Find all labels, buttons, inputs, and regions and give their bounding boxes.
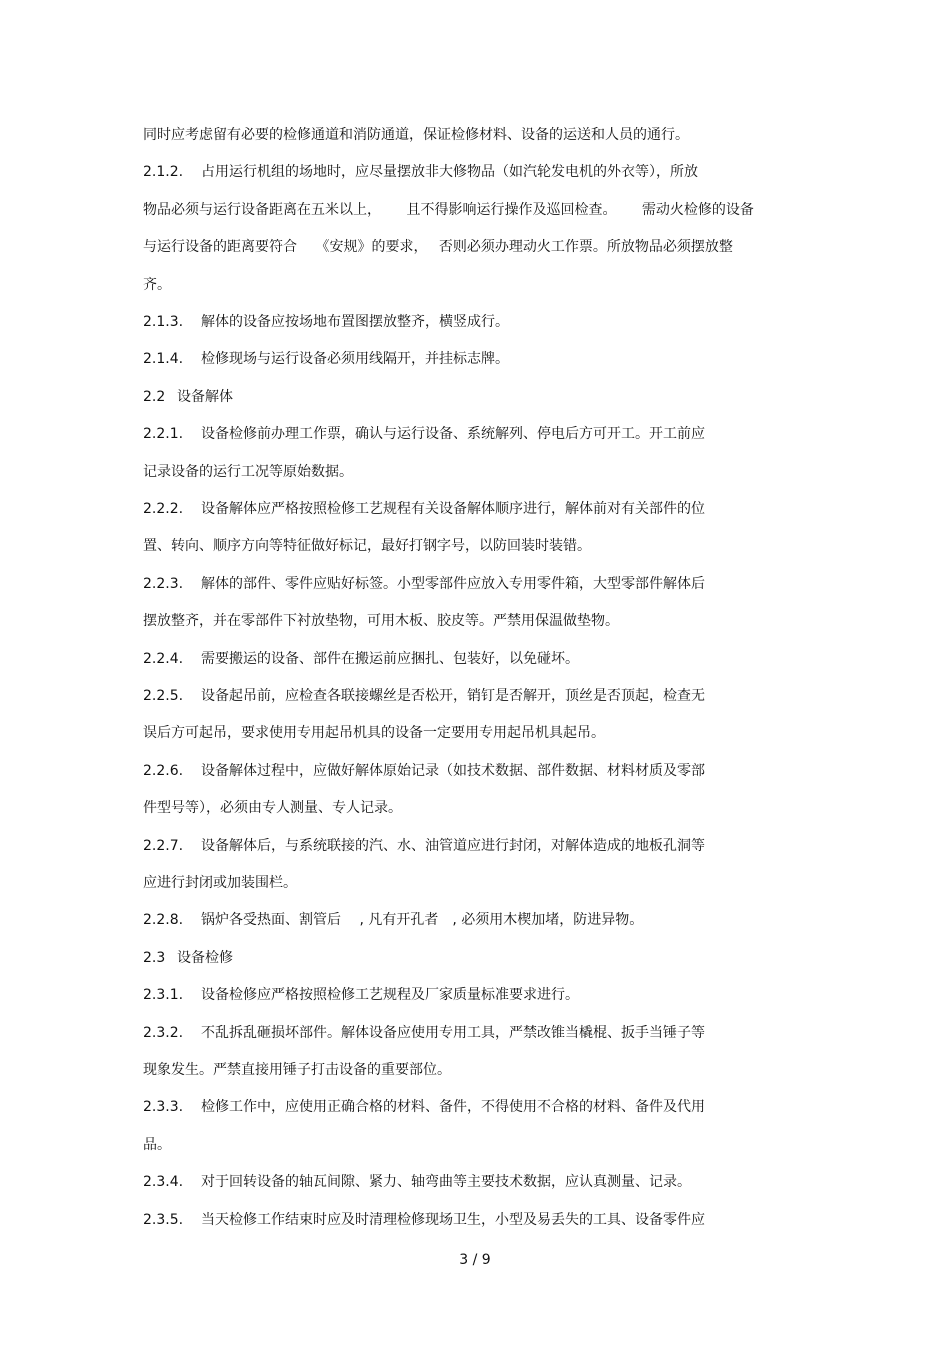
clause-line (143, 1172, 691, 1192)
section-number: 2.3 (143, 950, 166, 966)
clause-number: 2.1.3. (143, 314, 184, 330)
clause-line (143, 312, 509, 332)
clause-text: 设备检修应严格按照检修工艺规程及厂家质量标准要求进行。 (201, 987, 579, 1003)
clause-number: 2.2.8. (143, 912, 184, 928)
clause-text: 设备解体过程中，应做好解体原始记录（如技术数据、部件数据、材料材质及零部 (201, 763, 705, 779)
clause-text: 置、转向、顺序方向等特征做好标记，最好打钢字号，以防回装时装错。 (143, 538, 591, 554)
clause-line (143, 985, 579, 1005)
section-title: 设备解体 (177, 389, 233, 405)
clause-number: 2.2.4. (143, 651, 184, 667)
clause-number: 2.1.4. (143, 351, 184, 367)
clause-line (143, 574, 705, 594)
continuation-line (143, 798, 402, 818)
clause-text: 齐。 (143, 277, 171, 293)
clause-number: 2.1.2. (143, 164, 184, 180)
continuation-line (143, 237, 733, 257)
clause-number: 2.2.1. (143, 426, 184, 442)
clause-text: 误后方可起吊，要求使用专用起吊机具的设备一定要用专用起吊机具起吊。 (143, 725, 605, 741)
clause-line (143, 499, 705, 519)
clause-text: 现象发生。严禁直接用锤子打击设备的重要部位。 (143, 1062, 451, 1078)
clause-number: 2.3.2. (143, 1025, 184, 1041)
continuation-line (143, 873, 297, 893)
continuation-line (143, 275, 171, 295)
clause-line (143, 1210, 705, 1230)
section-number: 2.2 (143, 389, 166, 405)
clause-text: 解体的设备应按场地布置图摆放整齐，横竖成行。 (201, 314, 509, 330)
clause-text: 与运行设备的距离要符合 《安规》的要求， 否则必须办理动火工作票。所放物品必须摆放整 (143, 239, 733, 255)
clause-number: 2.2.2. (143, 501, 184, 517)
clause-number: 2.2.7. (143, 838, 184, 854)
clause-text: 设备解体后，与系统联接的汽、水、油管道应进行封闭，对解体造成的地板孔洞等 (201, 838, 705, 854)
clause-line (143, 910, 643, 930)
section-title: 设备检修 (177, 950, 233, 966)
clause-text: 检修现场与运行设备必须用线隔开，并挂标志牌。 (201, 351, 509, 367)
clause-text: 设备解体应严格按照检修工艺规程有关设备解体顺序进行，解体前对有关部件的位 (201, 501, 705, 517)
clause-number: 2.2.3. (143, 576, 184, 592)
clause-text: 件型号等），必须由专人测量、专人记录。 (143, 800, 402, 816)
clause-line (143, 424, 705, 444)
continuation-line (143, 125, 689, 145)
section-heading (143, 948, 233, 968)
clause-line (143, 836, 705, 856)
continuation-line (143, 1135, 171, 1155)
clause-text: 检修工作中，应使用正确合格的材料、备件，不得使用不合格的材料、备件及代用 (201, 1099, 705, 1115)
clause-text: 物品必须与运行设备距离在五米以上， 且不得影响运行操作及巡回检查。 需动火检修的设备 (143, 202, 754, 218)
clause-number: 2.3.4. (143, 1174, 184, 1190)
clause-text: 摆放整齐，并在零部件下衬放垫物，可用木板、胶皮等。严禁用保温做垫物。 (143, 613, 619, 629)
clause-text: 锅炉各受热面、割管后 , 凡有开孔者 , 必须用木楔加堵，防进异物。 (201, 912, 644, 928)
clause-text: 记录设备的运行工况等原始数据。 (143, 464, 353, 480)
clause-text: 应进行封闭或加装围栏。 (143, 875, 297, 891)
continuation-line (143, 723, 605, 743)
page-number: 3 / 9 (459, 1252, 491, 1268)
clause-text: 品。 (143, 1137, 171, 1153)
clause-line (143, 649, 579, 669)
clause-text: 当天检修工作结束时应及时清理检修现场卫生，小型及易丢失的工具、设备零件应 (201, 1212, 705, 1228)
clause-line (143, 686, 705, 706)
continuation-line (143, 200, 754, 220)
clause-number: 2.2.6. (143, 763, 184, 779)
clause-text: 设备检修前办理工作票，确认与运行设备、系统解列、停电后方可开工。开工前应 (201, 426, 705, 442)
clause-text: 占用运行机组的场地时，应尽量摆放非大修物品（如汽轮发电机的外衣等），所放 (201, 164, 698, 180)
clause-number: 2.3.1. (143, 987, 184, 1003)
clause-line (143, 162, 698, 182)
clause-text: 对于回转设备的轴瓦间隙、紧力、轴弯曲等主要技术数据，应认真测量、记录。 (201, 1174, 691, 1190)
clause-number: 2.3.3. (143, 1099, 184, 1115)
clause-text: 需要搬运的设备、部件在搬运前应捆扎、包装好，以免碰坏。 (201, 651, 579, 667)
section-heading (143, 387, 233, 407)
clause-line (143, 761, 705, 781)
clause-text: 不乱拆乱砸损坏部件。解体设备应使用专用工具，严禁改锥当橇棍、扳手当锤子等 (201, 1025, 705, 1041)
clause-line (143, 1097, 705, 1117)
clause-text: 解体的部件、零件应贴好标签。小型零部件应放入专用零件箱，大型零部件解体后 (201, 576, 705, 592)
clause-number: 2.2.5. (143, 688, 184, 704)
continuation-line (143, 462, 353, 482)
continuation-line (143, 1060, 451, 1080)
clause-number: 2.3.5. (143, 1212, 184, 1228)
continuation-line (143, 536, 591, 556)
clause-text: 设备起吊前，应检查各联接螺丝是否松开，销钉是否解开，顶丝是否顶起，检查无 (201, 688, 705, 704)
clause-text: 同时应考虑留有必要的检修通道和消防通道，保证检修材料、设备的运送和人员的通行。 (143, 127, 689, 143)
continuation-line (143, 611, 619, 631)
clause-line (143, 349, 509, 369)
clause-line (143, 1023, 705, 1043)
